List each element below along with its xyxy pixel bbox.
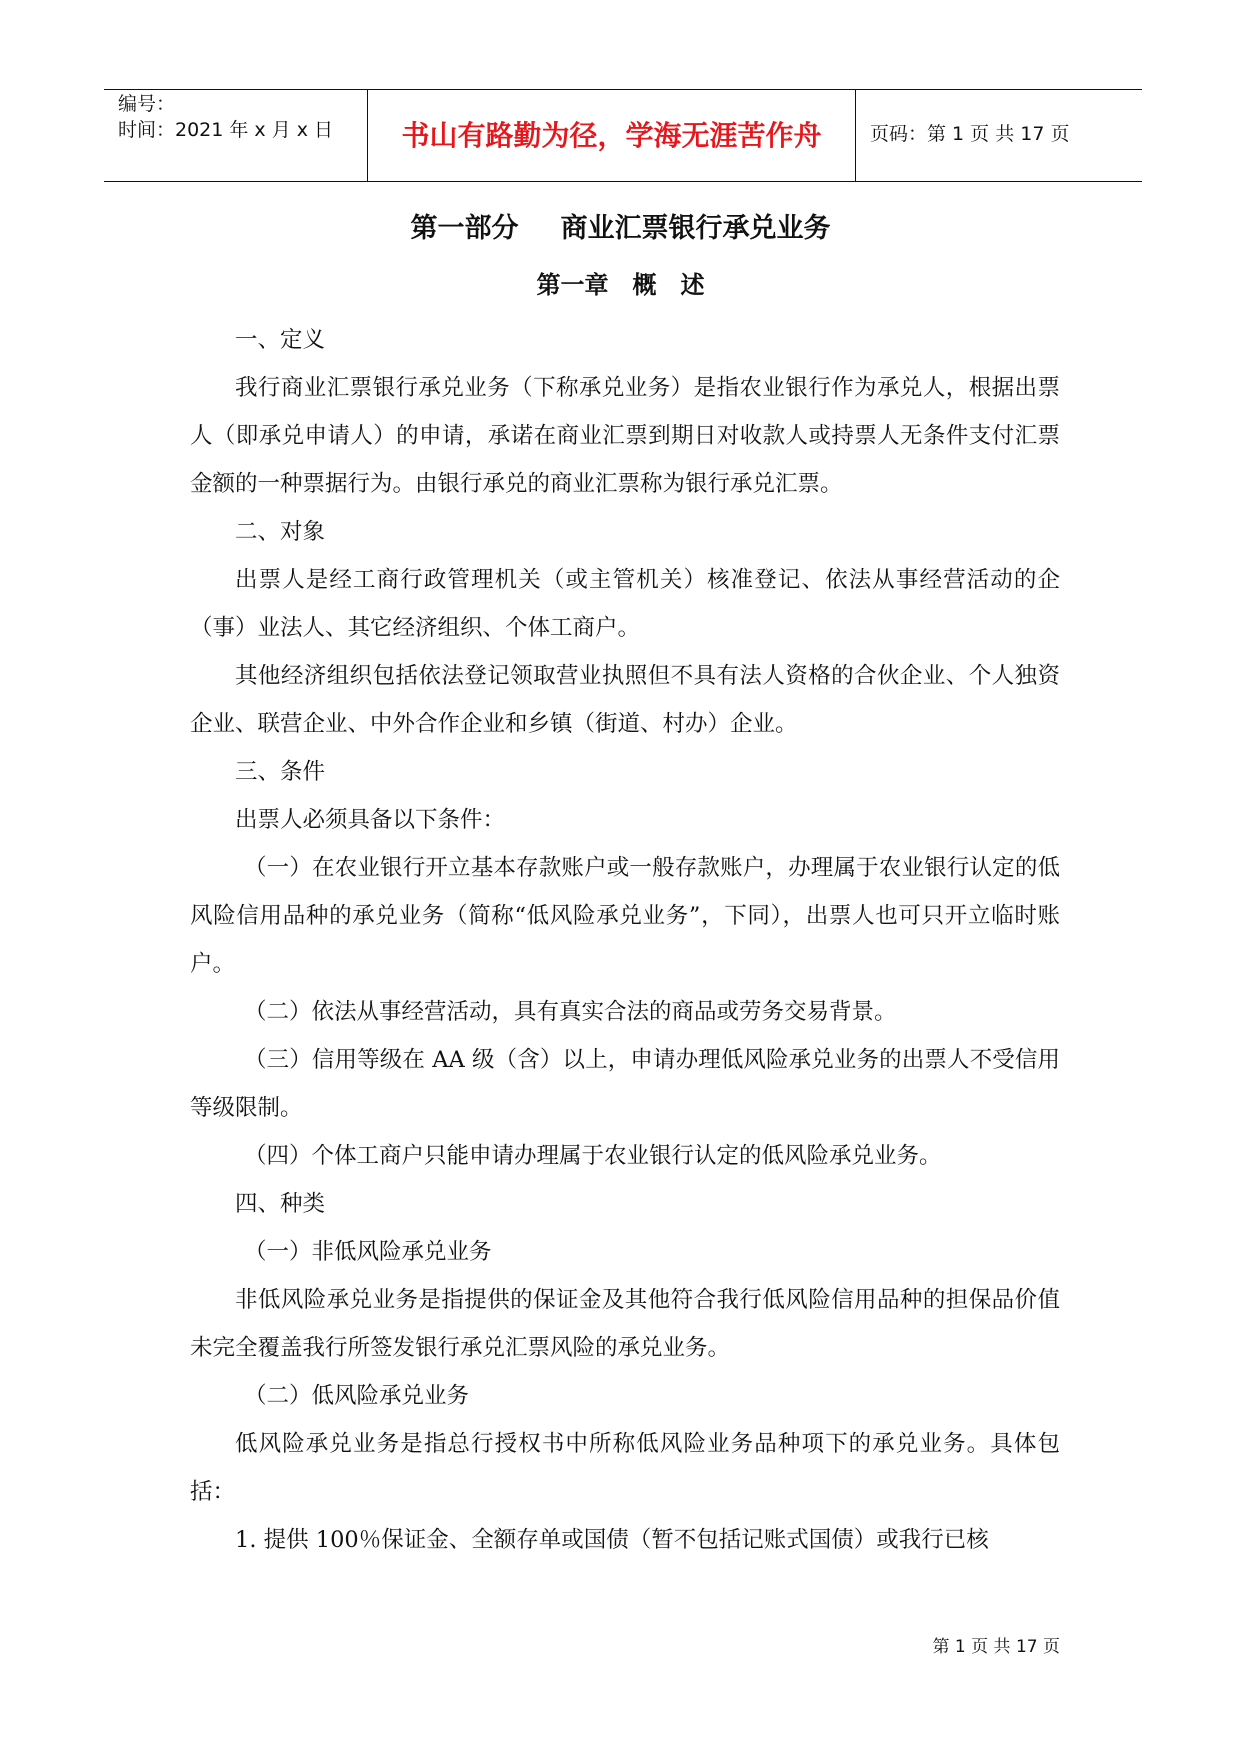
paragraph-low-risk: 低风险承兑业务是指总行授权书中所称低风险业务品种项下的承兑业务。具体包括：	[190, 1431, 1060, 1505]
condition-item-3: （三）信用等级在 AA 级（含）以上，申请办理低风险承兑业务的出票人不受信用等级限制。	[190, 1047, 1060, 1121]
section-heading-conditions: 三、条件	[235, 759, 326, 785]
chapter-title: 第一章 概 述	[536, 270, 705, 299]
header-page-cell	[856, 90, 1142, 181]
type-heading-non-low-risk: （一）非低风险承兑业务	[244, 1239, 492, 1265]
part-name: 商业汇票银行承兑业务	[560, 213, 831, 244]
paragraph-object: 出票人是经工商行政管理机关（或主管机关）核准登记、依法从事经营活动的企（事）业法人、其它经济组织、个体工商户。	[190, 567, 1060, 641]
low-risk-item-1: 1. 提供 100％保证金、全额存单或国债（暂不包括记账式国债）或我行已核	[235, 1527, 989, 1553]
motto-text: 书山有路勤为径，学海无涯苦作舟	[401, 119, 822, 152]
page-header	[104, 89, 1142, 182]
section-heading-definition: 一、定义	[235, 327, 326, 353]
condition-item-1: （一）在农业银行开立基本存款账户或一般存款账户，办理属于农业银行认定的低风险信用品种的承兑业务（简称“低风险承兑业务”，下同），出票人也可只开立临时账户。	[190, 855, 1060, 977]
condition-item-2: （二）依法从事经营活动，具有真实合法的商品或劳务交易背景。	[244, 999, 897, 1025]
paragraph-other-organizations: 其他经济组织包括依法登记领取营业执照但不具有法人资格的合伙企业、个人独资企业、联营企业、中外合作企业和乡镇（街道、村办）企业。	[190, 663, 1060, 737]
document-number-label: 编号：	[118, 93, 176, 115]
page-footer: 第 1 页 共 17 页	[932, 1637, 1060, 1657]
condition-item-4: （四）个体工商户只能申请办理属于农业银行认定的低风险承兑业务。	[244, 1143, 942, 1169]
paragraph-non-low-risk: 非低风险承兑业务是指提供的保证金及其他符合我行低风险信用品种的担保品价值未完全覆盖我行所签发银行承兑汇票风险的承兑业务。	[190, 1287, 1060, 1361]
document-time-label: 时间：2021 年 x 月 x 日	[118, 119, 334, 141]
paragraph-definition: 我行商业汇票银行承兑业务（下称承兑业务）是指农业银行作为承兑人，根据出票人（即承兑申请人）的申请，承诺在商业汇票到期日对收款人或持票人无条件支付汇票金额的一种票据行为。由银行承兑的商业汇票称为银行承兑汇票。	[190, 375, 1060, 497]
paragraph-conditions-intro: 出票人必须具备以下条件：	[235, 807, 506, 833]
header-motto-cell	[368, 90, 856, 181]
part-title	[0, 212, 1241, 246]
type-heading-low-risk: （二）低风险承兑业务	[244, 1383, 470, 1409]
header-page-info: 页码：第 1 页 共 17 页	[870, 123, 1070, 145]
header-meta-cell	[104, 90, 368, 181]
section-heading-object: 二、对象	[235, 519, 326, 545]
section-heading-types: 四、种类	[235, 1191, 326, 1217]
document-body	[190, 316, 1060, 1564]
part-label: 第一部分	[410, 213, 519, 244]
